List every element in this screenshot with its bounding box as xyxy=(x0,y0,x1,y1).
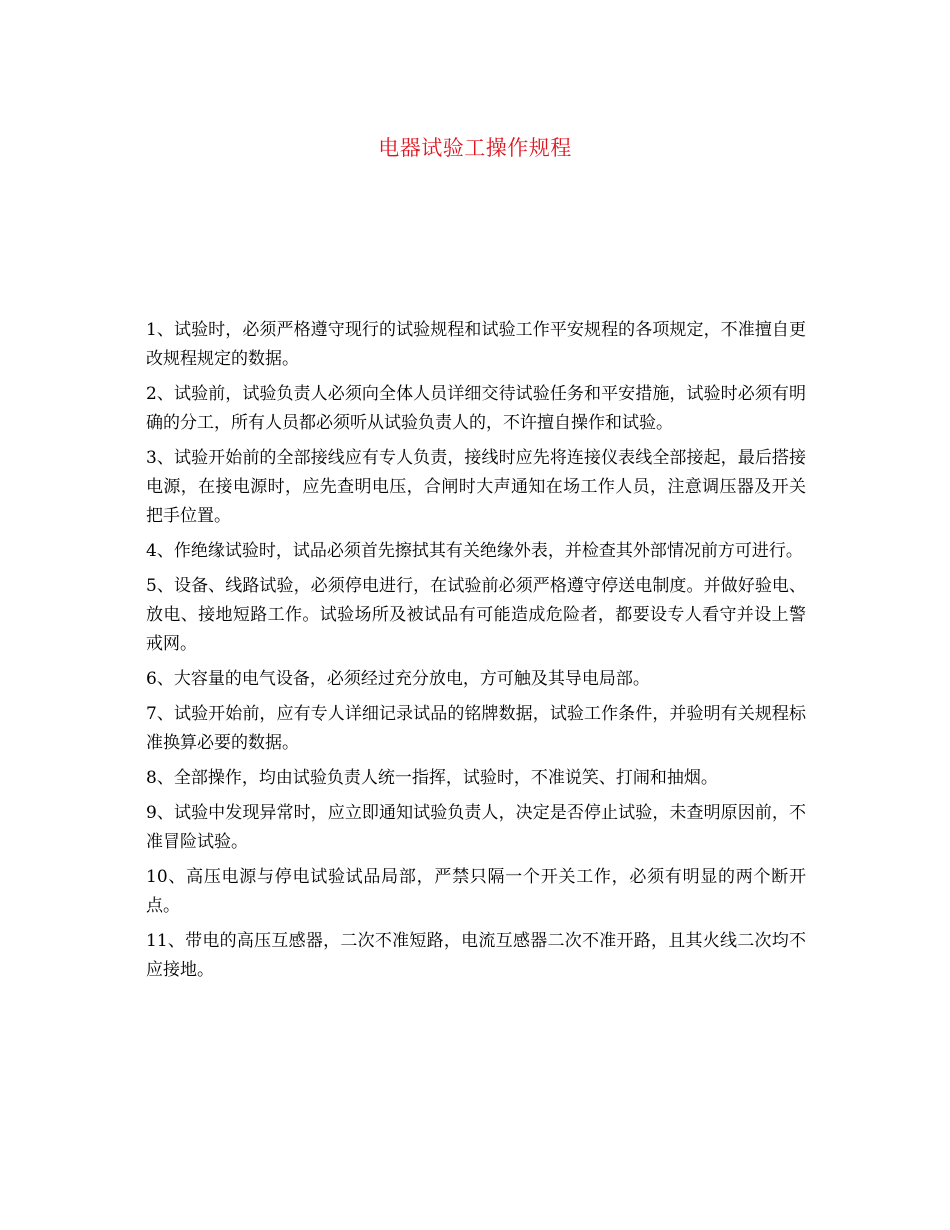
rule-item-5: 5、设备、线路试验，必须停电进行，在试验前必须严格遵守停送电制度。并做好验电、放电、接地短路工作。试验场所及被试品有可能造成危险者，都要设专人看守并设上警戒网。 xyxy=(146,576,806,654)
rule-item-3: 3、试验开始前的全部接线应有专人负责，接线时应先将连接仪表线全部接起，最后搭接电源，在接电源时，应先查明电压，合闸时大声通知在场工作人员，注意调压器及开关把手位置。 xyxy=(146,448,806,526)
rule-item-1: 1、试验时，必须严格遵守现行的试验规程和试验工作平安规程的各项规定，不准擅自更改规程规定的数据。 xyxy=(146,320,806,369)
rule-item-11: 11、带电的高压互感器，二次不准短路，电流互感器二次不准开路，且其火线二次均不应接地。 xyxy=(146,931,806,980)
rule-item-6: 6、大容量的电气设备，必须经过充分放电，方可触及其导电局部。 xyxy=(146,669,650,689)
rule-item-9: 9、试验中发现异常时，应立即通知试验负责人，决定是否停止试验，未查明原因前，不准冒险试验。 xyxy=(146,803,806,852)
document-body xyxy=(146,316,806,991)
rule-item-10: 10、高压电源与停电试验试品局部，严禁只隔一个开关工作，必须有明显的两个断开点。 xyxy=(146,867,806,916)
rule-item-7: 7、试验开始前，应有专人详细记录试品的铭牌数据，试验工作条件，并验明有关规程标准换算必要的数据。 xyxy=(146,704,806,753)
rule-item-4: 4、作绝缘试验时，试品必须首先擦拭其有关绝缘外表，并检查其外部情况前方可进行。 xyxy=(146,541,803,561)
rule-item-2: 2、试验前，试验负责人必须向全体人员详细交待试验任务和平安措施，试验时必须有明确的分工，所有人员都必须听从试验负责人的，不许擅自操作和试验。 xyxy=(146,384,806,433)
document-title: 电器试验工操作规程 xyxy=(378,136,572,160)
rule-item-8: 8、全部操作，均由试验负责人统一指挥，试验时，不准说笑、打闹和抽烟。 xyxy=(146,768,718,788)
